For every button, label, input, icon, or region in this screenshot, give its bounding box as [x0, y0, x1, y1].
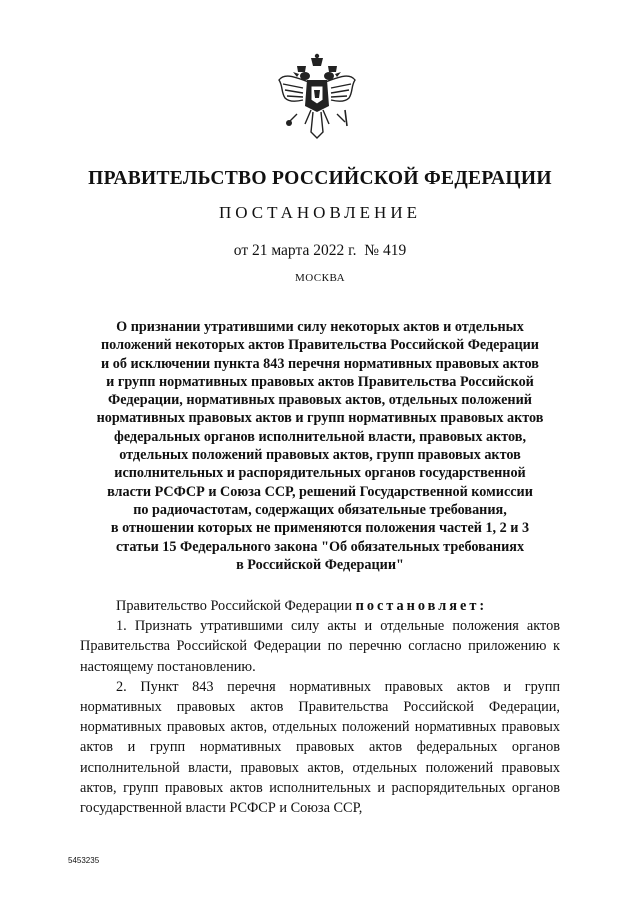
heading-line: по радиочастотам, содержащих обязательные требования,: [133, 501, 507, 518]
heading-line: в Российской Федерации": [236, 556, 404, 573]
preamble-decree-word: постановляет:: [355, 598, 488, 614]
heading-line: и групп нормативных правовых актов Правительства Российской: [106, 373, 534, 390]
heading-line: статьи 15 Федерального закона "Об обязательных требованиях: [115, 538, 525, 555]
heading-line: нормативных правовых актов и групп нормативных правовых актов: [96, 410, 544, 427]
heading-line: федеральных органов исполнительной власти, правовых актов,: [114, 428, 526, 445]
heading-line: в отношении которых не применяются положения частей 1, 2 и 3: [110, 520, 530, 537]
preamble-paragraph: [80, 596, 560, 616]
government-title: ПРАВИТЕЛЬСТВО РОССИЙСКОЙ ФЕДЕРАЦИИ: [88, 168, 552, 189]
item-2-paragraph: 2. Пункт 843 перечня нормативных правовых актов и групп нормативных правовых актов Правительства Российской Федерации, нормативных правовых актов, отдельных положений нормативных правовых актов и групп нормативных правовых актов федеральных органов исполнительной власти, правовых актов, отдельных положений правовых актов, групп правовых актов исполнительных и распорядительных органов государственной власти РСФСР и Союза ССР,: [80, 678, 560, 817]
document-city: МОСКВА: [294, 272, 346, 284]
heading-line: Федерации, нормативных правовых актов, отдельных положений: [108, 392, 532, 409]
heading-line: власти РСФСР и Союза ССР, решений Государственной комиссии: [107, 483, 533, 500]
document-footer-code: 5453235: [68, 856, 100, 865]
heading-line: и об исключении пункта 843 перечня нормативных правовых актов: [101, 355, 539, 372]
document-body: [80, 596, 560, 818]
heading-line: положений некоторых актов Правительства Российской Федерации: [101, 337, 539, 354]
heading-line: исполнительных и распорядительных органов государственной: [114, 465, 526, 482]
coat-of-arms-emblem-icon: [275, 52, 359, 144]
heading-line: О признании утратившими силу некоторых актов и отдельных: [116, 319, 524, 335]
item-1-paragraph: 1. Признать утратившими силу акты и отдельные положения актов Правительства Российской Федерации по перечню согласно приложению к настоящему постановлению.: [80, 618, 560, 675]
preamble-text: Правительство Российской Федерации: [116, 598, 352, 614]
document-type: ПОСТАНОВЛЕНИЕ: [218, 203, 421, 222]
document-date-number: от 21 марта 2022 г. № 419: [233, 242, 407, 259]
heading-line: отдельных положений правовых актов, групп правовых актов: [119, 447, 521, 464]
document-heading: [80, 318, 560, 574]
